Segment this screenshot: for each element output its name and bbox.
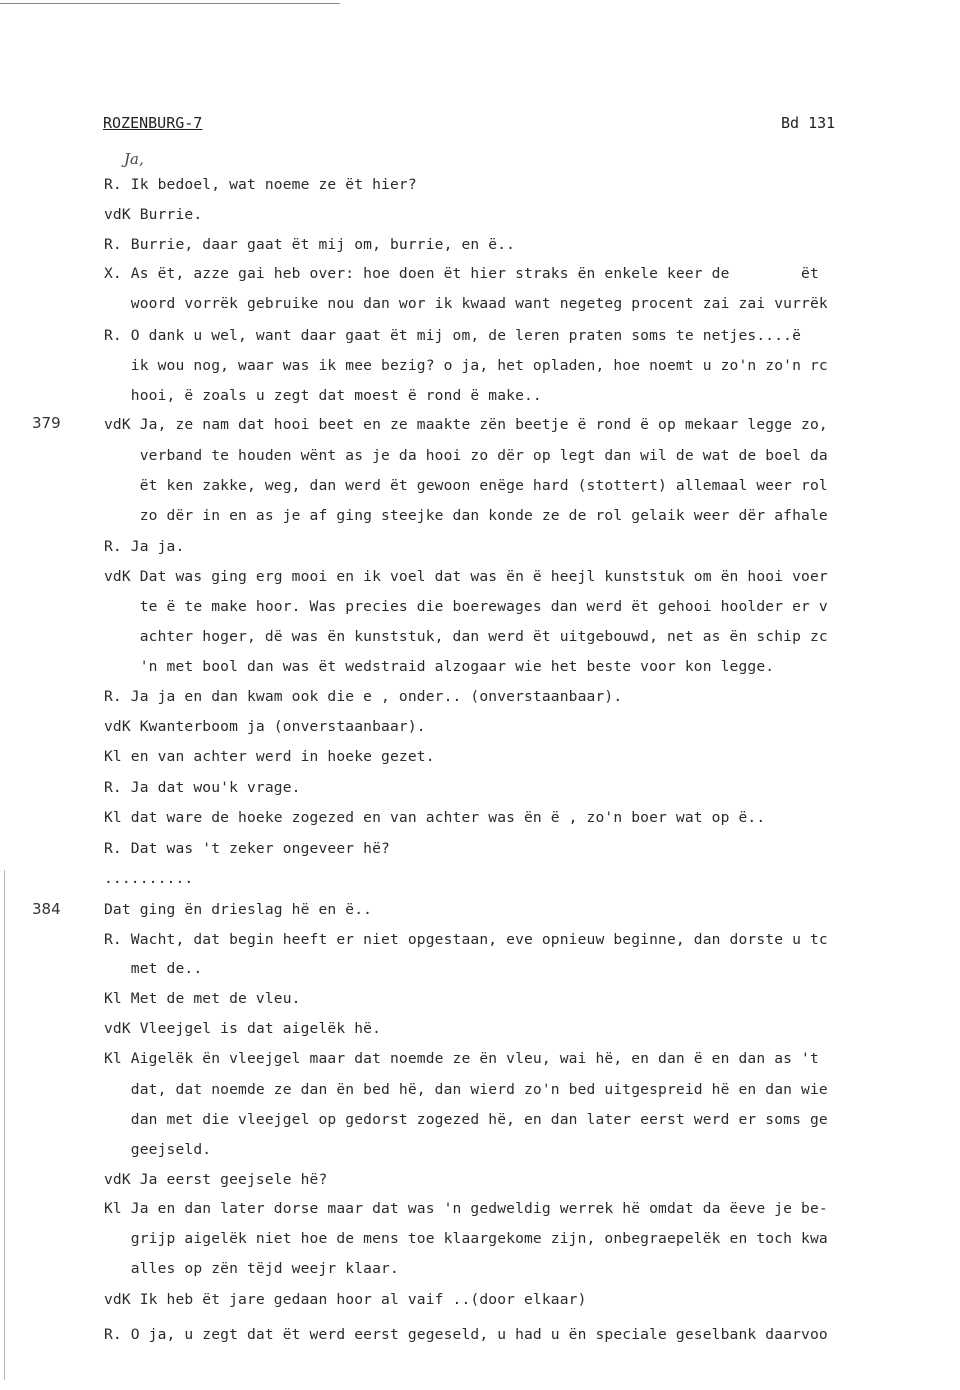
- transcript-line: R. Dat was 't zeker ongeveer hë?: [104, 840, 390, 857]
- transcript-line: ët ken zakke, weg, dan werd ët gewoon enëge hard (stottert) allemaal weer rol: [104, 477, 828, 494]
- transcript-line: Kl Met de met de vleu.: [104, 990, 301, 1007]
- transcript-line: vdK Kwanterboom ja (onverstaanbaar).: [104, 718, 426, 735]
- transcript-line: R. O dank u wel, want daar gaat ët mij om, de leren praten soms te netjes....ë: [104, 327, 802, 344]
- transcript-line: achter hoger, dë was ën kunststuk, dan werd ët uitgebouwd, net as ën schip zc: [104, 628, 828, 645]
- transcript-line: R. Ja dat wou'k vrage.: [104, 779, 301, 796]
- transcript-line: R. Ik bedoel, wat noeme ze ët hier?: [104, 176, 417, 193]
- margin-number: 379: [32, 414, 61, 432]
- transcript-line: X. As ët, azze gai heb over: hoe doen ët hier straks ën enkele keer de ët: [104, 265, 819, 282]
- transcript-line: te ë te make hoor. Was precies die boerewages dan werd ët gehooi hoolder er v: [104, 598, 828, 615]
- margin-number: 384: [32, 900, 61, 918]
- handwritten-note: Ja,: [124, 150, 144, 168]
- transcript-line: vdK Ja, ze nam dat hooi beet en ze maakte zën beetje ë rond ë op mekaar legge zo,: [104, 416, 828, 433]
- transcript-line: Kl en van achter werd in hoeke gezet.: [104, 748, 435, 765]
- transcript-line: R. Ja ja en dan kwam ook die e , onder.. (onverstaanbaar).: [104, 688, 623, 705]
- transcript-line: alles op zën tëjd weejr klaar.: [104, 1260, 399, 1277]
- transcript-line: geejseld.: [104, 1141, 212, 1158]
- transcript-line: Kl Ja en dan later dorse maar dat was 'n gedweldig werrek hë omdat da ëeve je be-: [104, 1200, 828, 1217]
- transcript-line: verband te houden wënt as je da hooi zo dër op legt dan wil de wat de boel da: [104, 447, 828, 464]
- transcript-line: hooi, ë zoals u zegt dat moest ë rond ë make..: [104, 387, 542, 404]
- transcript-line: R. Ja ja.: [104, 538, 185, 555]
- volume-number: Bd 131: [781, 114, 836, 132]
- transcript-line: vdK Burrie.: [104, 206, 203, 223]
- document-header-title: ROZENBURG-7: [103, 114, 203, 132]
- transcript-line: R. O ja, u zegt dat ët werd eerst gegeseld, u had u ën speciale geselbank daarvoo: [104, 1326, 828, 1343]
- transcript-line: R. Burrie, daar gaat ët mij om, burrie, en ë..: [104, 236, 516, 253]
- transcript-line: vdK Ik heb ët jare gedaan hoor al vaif ..(door elkaar): [104, 1291, 587, 1308]
- transcript-line: R. Wacht, dat begin heeft er niet opgestaan, eve opnieuw beginne, dan dorste u tc: [104, 931, 828, 948]
- transcript-line: woord vorrëk gebruike nou dan wor ik kwaad want negeteg procent zai zai vurrëk: [104, 295, 828, 312]
- transcript-line: vdK Ja eerst geejsele hë?: [104, 1171, 328, 1188]
- transcript-line: ik wou nog, waar was ik mee bezig? o ja, het opladen, hoe noemt u zo'n zo'n rc: [104, 357, 828, 374]
- transcript-line: dat, dat noemde ze dan ën bed hë, dan wierd zo'n bed uitgespreid hë en dan wie: [104, 1081, 828, 1098]
- transcript-line: ..........: [104, 870, 194, 887]
- transcript-line: Kl Aigelëk ën vleejgel maar dat noemde ze ën vleu, wai hë, en dan ë en dan as 't: [104, 1050, 819, 1067]
- transcript-line: Kl dat ware de hoeke zogezed en van achter was ën ë , zo'n boer wat op ë..: [104, 809, 766, 826]
- transcript-line: grijp aigelëk niet hoe de mens toe klaargekome zijn, onbegraepelëk en toch kwa: [104, 1230, 828, 1247]
- transcript-line: 'n met bool dan was ët wedstraid alzogaar wie het beste voor kon legge.: [104, 658, 775, 675]
- transcript-line: dan met die vleejgel op gedorst zogezed hë, en dan later eerst werd er soms ge: [104, 1111, 828, 1128]
- transcript-line: vdK Vleejgel is dat aigelëk hë.: [104, 1020, 382, 1037]
- transcript-line: met de..: [104, 960, 203, 977]
- transcript-line: zo dër in en as je af ging steejke dan konde ze de rol gelaik weer dër afhale: [104, 507, 828, 524]
- transcript-line: vdK Dat was ging erg mooi en ik voel dat was ën ë heejl kunststuk om ën hooi voer: [104, 568, 828, 585]
- transcript-line: Dat ging ën drieslag hë en ë..: [104, 901, 373, 918]
